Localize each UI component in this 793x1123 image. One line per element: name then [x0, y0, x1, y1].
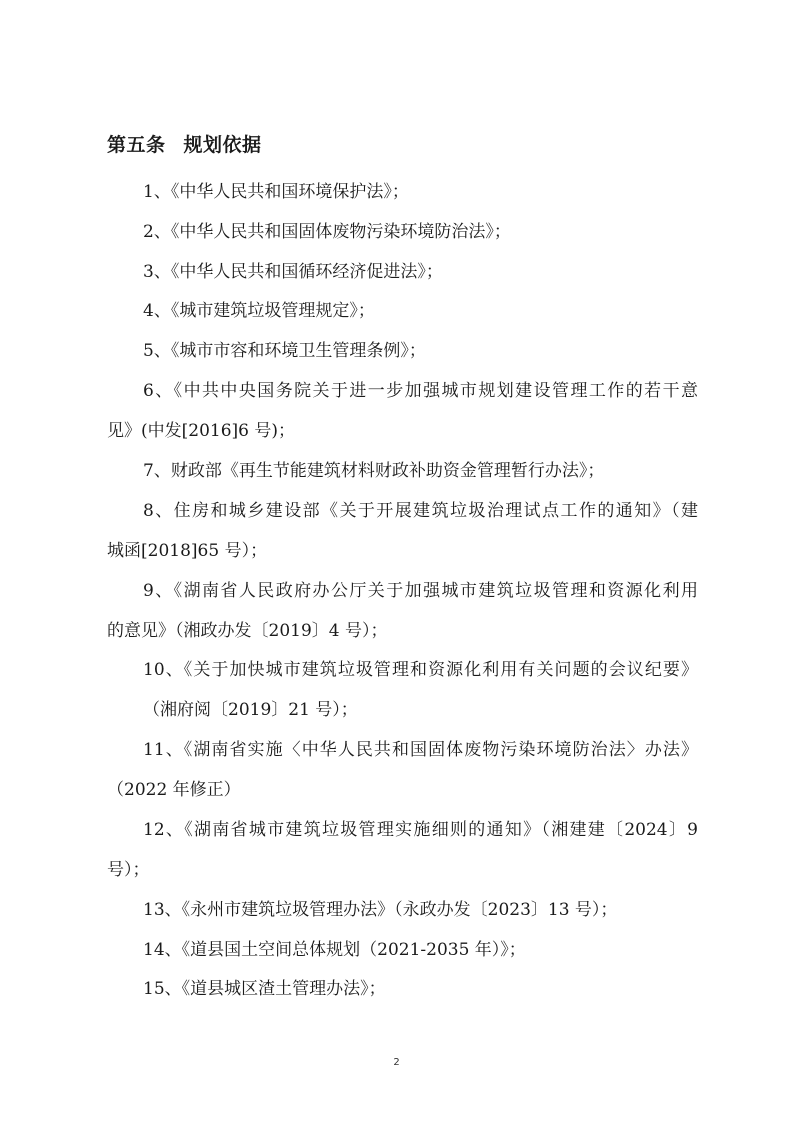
- list-item-9-line-1: 9、《湖南省人民政府办公厅关于加强城市建筑垃圾管理和资源化利用: [143, 581, 698, 601]
- list-item-2-line-1: 2、《中华人民共和国固体废物污染环境防治法》；: [143, 222, 511, 242]
- section-title: 规划依据: [183, 134, 262, 156]
- section-number: 第五条: [107, 134, 166, 156]
- list-item-11-line-2: （2022 年修正）: [107, 780, 241, 800]
- list-item-12-line-2: 号）；: [107, 860, 150, 880]
- list-item-7-line-1: 7、财政部《再生节能建筑材料财政补助资金管理暂行办法》；: [143, 461, 605, 481]
- list-item-1-line-1: 1、《中华人民共和国环境保护法》；: [143, 182, 409, 202]
- list-item-8-line-1: 8、住房和城乡建设部《关于开展建筑垃圾治理试点工作的通知》（建: [143, 501, 698, 521]
- list-item-14-line-1: 14、《道县国土空间总体规划（2021-2035 年）》；: [143, 940, 526, 960]
- list-item-13-line-1: 13、《永州市建筑垃圾管理办法》（永政办发〔2023〕13 号）；: [143, 900, 618, 920]
- list-item-6-line-1: 6、《中共中央国务院关于进一步加强城市规划建设管理工作的若干意: [143, 381, 698, 401]
- list-item-4-line-1: 4、《城市建筑垃圾管理规定》；: [143, 301, 375, 321]
- list-item-10-line-2: （湘府阅〔2019〕21 号）；: [143, 700, 358, 720]
- list-item-6-line-2: 见》(中发[2016]6 号)；: [107, 421, 296, 441]
- list-item-5-line-1: 5、《城市市容和环境卫生管理条例》；: [143, 341, 426, 361]
- list-item-12-line-1: 12、《湖南省城市建筑垃圾管理实施细则的通知》（湘建建〔2024〕9: [143, 820, 698, 840]
- section-heading: [107, 130, 262, 157]
- list-item-10-line-1: 10、《关于加快城市建筑垃圾管理和资源化利用有关问题的会议纪要》: [143, 660, 698, 680]
- page-number: 2: [393, 1057, 400, 1068]
- list-item-11-line-1: 11、《湖南省实施〈中华人民共和国固体废物污染环境防治法〉办法》: [143, 740, 698, 760]
- list-item-8-line-2: 城函[2018]65 号）；: [107, 541, 268, 561]
- list-item-15-line-1: 15、《道县城区渣土管理办法》；: [143, 979, 386, 999]
- list-item-3-line-1: 3、《中华人民共和国循环经济促进法》；: [143, 262, 443, 282]
- list-item-9-line-2: 的意见》（湘政办发〔2019〕4 号）；: [107, 621, 388, 641]
